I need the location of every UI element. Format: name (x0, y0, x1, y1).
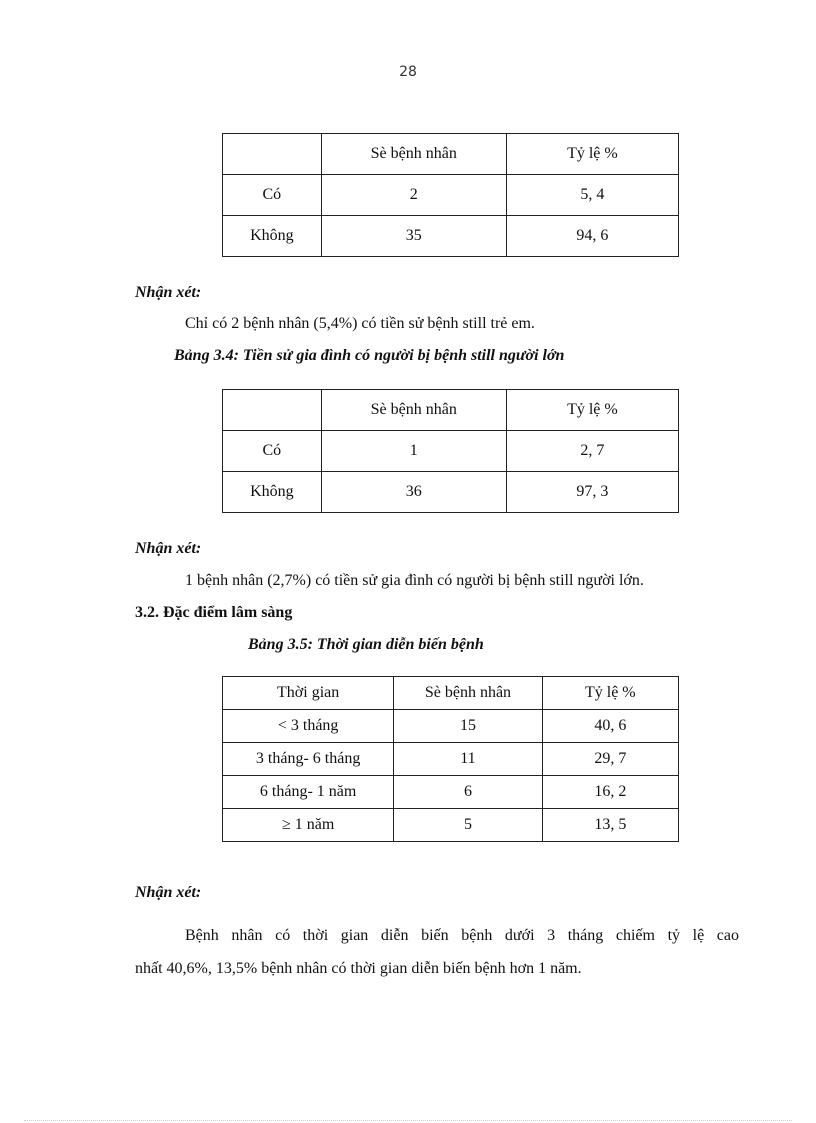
table-header-cell: Tỷ lệ % (542, 677, 678, 710)
table-header-cell (223, 134, 322, 175)
table-cell: 2, 7 (506, 431, 678, 472)
table-row (223, 216, 679, 257)
remark-text-line1: Bệnh nhân có thời gian diễn biến bệnh dưới 3 tháng chiếm tỷ lệ cao (185, 927, 739, 944)
table-cell: 5, 4 (506, 175, 678, 216)
table-header-row (223, 677, 679, 710)
table-cell: ≥ 1 năm (223, 809, 394, 842)
table-header-cell (223, 390, 322, 431)
table-cell: 15 (394, 710, 542, 743)
remark-text: Chỉ có 2 bệnh nhân (5,4%) có tiền sử bệnh still trẻ em. (185, 315, 535, 332)
table-row (223, 431, 679, 472)
table-row (223, 776, 679, 809)
table-cell: Không (223, 472, 322, 513)
table-cell: 94, 6 (506, 216, 678, 257)
table-family-history (222, 389, 679, 513)
table-row (223, 809, 679, 842)
table-header-cell: Thời gian (223, 677, 394, 710)
table-header-row (223, 390, 679, 431)
table-cell: Không (223, 216, 322, 257)
table-row (223, 472, 679, 513)
section-heading: 3.2. Đặc điểm lâm sàng (135, 604, 293, 621)
table-cell: 6 tháng- 1 năm (223, 776, 394, 809)
table-cell: 6 (394, 776, 542, 809)
table-row (223, 710, 679, 743)
table-disease-duration (222, 676, 679, 842)
table-header-row (223, 134, 679, 175)
table-caption: Bảng 3.4: Tiền sử gia đình có người bị bệnh still người lớn (174, 347, 565, 364)
table-cell: 36 (321, 472, 506, 513)
remark-label: Nhận xét: (135, 540, 202, 557)
table-header-cell: Sè bệnh nhân (321, 134, 506, 175)
table-cell: 35 (321, 216, 506, 257)
table-cell: 2 (321, 175, 506, 216)
table-cell: 13, 5 (542, 809, 678, 842)
table-cell: 40, 6 (542, 710, 678, 743)
page-number: 28 (399, 64, 417, 80)
page-bottom-divider (24, 1120, 792, 1121)
table-cell: Có (223, 175, 322, 216)
table-cell: 3 tháng- 6 tháng (223, 743, 394, 776)
remark-label: Nhận xét: (135, 884, 202, 901)
table-patient-history (222, 133, 679, 257)
table-cell: 5 (394, 809, 542, 842)
remark-label: Nhận xét: (135, 284, 202, 301)
table-row (223, 743, 679, 776)
table-header-cell: Tỷ lệ % (506, 134, 678, 175)
table-caption: Bảng 3.5: Thời gian diễn biến bệnh (248, 636, 484, 653)
table-cell: 29, 7 (542, 743, 678, 776)
table-header-cell: Sè bệnh nhân (321, 390, 506, 431)
table-cell: 97, 3 (506, 472, 678, 513)
table-header-cell: Sè bệnh nhân (394, 677, 542, 710)
table-cell: Có (223, 431, 322, 472)
table-cell: 1 (321, 431, 506, 472)
table-cell: 11 (394, 743, 542, 776)
table-cell: 16, 2 (542, 776, 678, 809)
table-row (223, 175, 679, 216)
table-header-cell: Tỷ lệ % (506, 390, 678, 431)
remark-text-line2: nhất 40,6%, 13,5% bệnh nhân có thời gian diễn biến bệnh hơn 1 năm. (135, 960, 582, 977)
remark-text: 1 bệnh nhân (2,7%) có tiền sử gia đình có người bị bệnh still người lớn. (185, 572, 644, 589)
table-cell: < 3 tháng (223, 710, 394, 743)
